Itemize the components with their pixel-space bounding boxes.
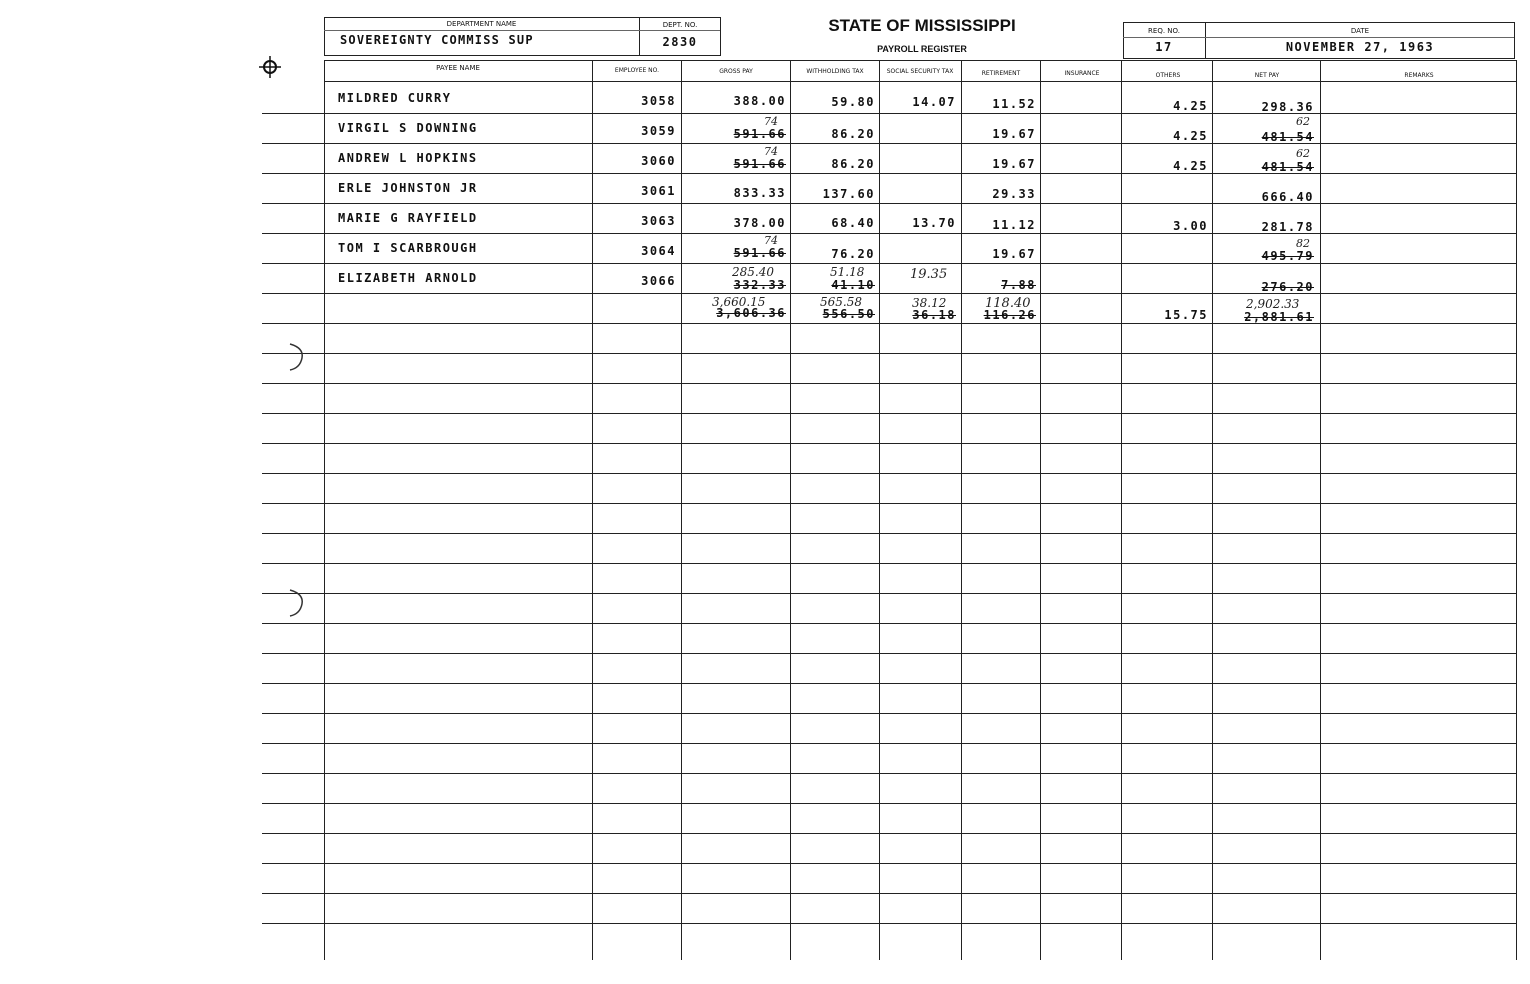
row-rule [262, 563, 1516, 564]
department-name: SOVEREIGNTY COMMISS SUP [340, 33, 534, 47]
withholding-tax: 76.20 [831, 247, 875, 261]
column-rule [879, 60, 880, 960]
net-pay: 481.54 [1261, 130, 1314, 144]
row-rule [262, 413, 1516, 414]
column-rule [1320, 60, 1321, 960]
col-social-security-tax: SOCIAL SECURITY TAX [886, 68, 954, 75]
col-net-pay: NET PAY [1254, 72, 1280, 79]
row-rule [262, 893, 1516, 894]
net-pay: 298.36 [1261, 100, 1314, 114]
row-rule [262, 653, 1516, 654]
retirement: 11.12 [992, 218, 1036, 232]
row-rule [262, 743, 1516, 744]
row-rule [262, 173, 1516, 174]
row-rule [262, 503, 1516, 504]
form-subtitle: PAYROLL REGISTER [877, 44, 967, 54]
total-gross-pay-handwritten: 3,660.15 [712, 295, 766, 309]
withholding-tax: 86.20 [831, 127, 875, 141]
col-insurance: INSURANCE [1064, 70, 1100, 77]
gross-pay: 332.33 [733, 278, 786, 292]
payee-name: ELIZABETH ARNOLD [338, 271, 478, 285]
row-rule [262, 143, 1516, 144]
employee-no: 3066 [641, 274, 676, 288]
total-retirement: 116.26 [983, 308, 1036, 322]
punch-hole-mark [286, 588, 306, 618]
net-pay: 495.79 [1261, 249, 1314, 263]
total-withholding-handwritten: 565.58 [820, 295, 862, 309]
row-rule [262, 263, 1516, 264]
gross-pay: 591.66 [733, 246, 786, 260]
payee-name: VIRGIL S DOWNING [338, 121, 478, 135]
col-employee-no: EMPLOYEE NO. [614, 67, 660, 74]
gross-pay: 378.00 [733, 216, 786, 230]
gross-pay: 591.66 [733, 127, 786, 141]
others: 3.00 [1173, 219, 1208, 233]
gross-pay: 591.66 [733, 157, 786, 171]
retirement: 19.67 [992, 247, 1036, 261]
withholding-tax: 41.10 [831, 278, 875, 292]
others: 4.25 [1173, 129, 1208, 143]
row-rule [262, 533, 1516, 534]
row-rule [262, 113, 1516, 114]
net-pay-correction: 62 [1296, 115, 1310, 128]
col-retirement: RETIREMENT [981, 70, 1021, 77]
column-rule [790, 60, 791, 960]
social-security-tax: 14.07 [912, 95, 956, 109]
registration-crosshair [259, 56, 281, 78]
retirement: 7.88 [1001, 278, 1036, 292]
payee-name: TOM I SCARBROUGH [338, 241, 478, 255]
column-rule [1040, 60, 1041, 960]
total-others: 15.75 [1164, 308, 1208, 322]
row-rule [262, 233, 1516, 234]
row-rule [262, 803, 1516, 804]
row-rule [262, 923, 1516, 924]
gross-pay: 388.00 [733, 94, 786, 108]
req-box-rule [1123, 37, 1514, 38]
payee-name: MARIE G RAYFIELD [338, 211, 478, 225]
net-pay: 276.20 [1261, 280, 1314, 294]
row-rule [262, 383, 1516, 384]
withholding-tax: 68.40 [831, 216, 875, 230]
payee-name: ERLE JOHNSTON JR [338, 181, 478, 195]
gross-pay: 833.33 [733, 186, 786, 200]
row-rule [262, 833, 1516, 834]
employee-no: 3059 [641, 124, 676, 138]
employee-no: 3063 [641, 214, 676, 228]
employee-no: 3060 [641, 154, 676, 168]
total-retirement-handwritten: 118.40 [985, 296, 1031, 311]
column-rule [1212, 60, 1213, 960]
row-rule [262, 593, 1516, 594]
employee-no: 3064 [641, 244, 676, 258]
dept-no-label: DEPT. NO. [662, 21, 698, 29]
total-net-pay: 2,881.61 [1244, 310, 1314, 324]
row-rule [262, 293, 1516, 294]
row-rule [262, 683, 1516, 684]
net-pay: 281.78 [1261, 220, 1314, 234]
column-rule [592, 60, 593, 960]
withholding-tax: 86.20 [831, 157, 875, 171]
row-rule [262, 353, 1516, 354]
dept-box-rule [324, 30, 720, 31]
net-pay-correction: 82 [1296, 237, 1310, 250]
gross-pay-correction: 74 [764, 234, 778, 247]
row-rule [262, 713, 1516, 714]
employee-no: 3061 [641, 184, 676, 198]
column-rule [681, 60, 682, 960]
table-header-rule [324, 81, 1516, 82]
col-others: OTHERS [1155, 72, 1181, 79]
row-rule [262, 323, 1516, 324]
table-top-rule [324, 60, 1516, 61]
payee-name: ANDREW L HOPKINS [338, 151, 478, 165]
date-value: NOVEMBER 27, 1963 [1285, 40, 1435, 54]
social-security-handwritten: 19.35 [910, 267, 948, 282]
gross-pay-correction: 74 [764, 115, 778, 128]
total-withholding-tax: 556.50 [822, 307, 875, 321]
retirement: 19.67 [992, 127, 1036, 141]
column-rule [1516, 60, 1517, 960]
req-no: 17 [1155, 40, 1173, 54]
net-pay-correction: 62 [1296, 147, 1310, 160]
retirement: 29.33 [992, 187, 1036, 201]
others: 4.25 [1173, 99, 1208, 113]
withholding-tax-handwritten: 51.18 [830, 265, 865, 279]
retirement: 11.52 [992, 97, 1036, 111]
total-social-security: 36.18 [912, 308, 956, 322]
others: 4.25 [1173, 159, 1208, 173]
column-rule [1121, 60, 1122, 960]
column-rule [324, 60, 325, 960]
total-net-pay-handwritten: 2,902.33 [1246, 297, 1300, 311]
net-pay: 666.40 [1261, 190, 1314, 204]
form-title: STATE OF MISSISSIPPI [828, 16, 1016, 35]
payee-name: MILDRED CURRY [338, 91, 452, 105]
punch-hole-mark [286, 342, 306, 372]
gross-pay-correction: 74 [764, 145, 778, 158]
department-name-label: DEPARTMENT NAME [446, 20, 517, 28]
row-rule [262, 203, 1516, 204]
withholding-tax: 137.60 [822, 187, 875, 201]
social-security-tax: 13.70 [912, 216, 956, 230]
net-pay: 481.54 [1261, 160, 1314, 174]
row-rule [262, 623, 1516, 624]
date-label: DATE [1350, 27, 1370, 35]
row-rule [262, 443, 1516, 444]
col-gross-pay: GROSS PAY [719, 68, 753, 75]
retirement: 19.67 [992, 157, 1036, 171]
req-no-label: REQ. NO. [1148, 27, 1180, 35]
total-social-security-handwritten: 38.12 [912, 296, 947, 310]
dept-no: 2830 [662, 35, 698, 49]
withholding-tax: 59.80 [831, 95, 875, 109]
row-rule [262, 773, 1516, 774]
row-rule [262, 863, 1516, 864]
gross-pay-handwritten: 285.40 [732, 265, 774, 279]
col-payee-name: PAYEE NAME [436, 64, 480, 72]
col-remarks: REMARKS [1404, 72, 1434, 79]
row-rule [262, 473, 1516, 474]
col-withholding-tax: WITHHOLDING TAX [806, 68, 864, 75]
total-gross-pay: 3,606.36 [716, 306, 786, 320]
employee-no: 3058 [641, 94, 676, 108]
